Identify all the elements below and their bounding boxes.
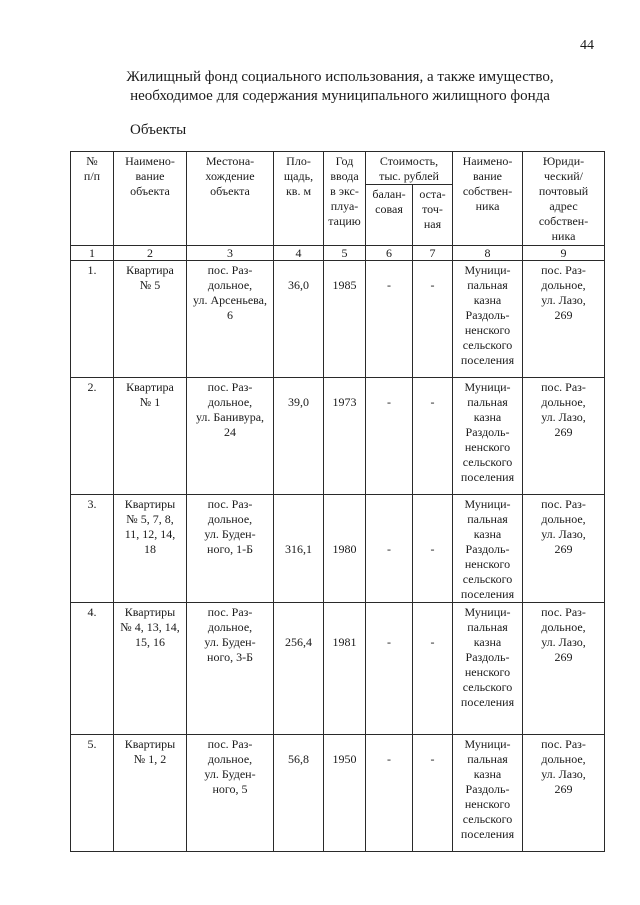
cell-cost-residual: - <box>413 261 453 378</box>
table-header <box>71 152 605 261</box>
cell-owner-address: пос. Раз- дольное, ул. Лазо, 269 <box>523 378 605 495</box>
cell-area: 256,4 <box>274 603 324 735</box>
column-number: 1 <box>71 246 114 261</box>
title-line-1: Жилищный фонд социального использования, а также имущество, <box>126 69 554 85</box>
cell-cost-residual: - <box>413 603 453 735</box>
cell-year: 1973 <box>324 378 366 495</box>
column-number: 4 <box>274 246 324 261</box>
cell-owner-name: Муници- пальная казна Раздоль- ненского сельского поселения <box>453 378 523 495</box>
column-number: 8 <box>453 246 523 261</box>
cell-cost-balance: - <box>366 735 413 852</box>
page-number: 44 <box>580 38 594 53</box>
cell-cost-balance: - <box>366 603 413 735</box>
cell-owner-name: Муници- пальная казна Раздоль- ненского сельского поселения <box>453 603 523 735</box>
cell-year: 1985 <box>324 261 366 378</box>
cell-object-name: Квартиры № 4, 13, 14, 15, 16 <box>114 603 187 735</box>
cell-location: пос. Раз- дольное, ул. Арсеньева, 6 <box>187 261 274 378</box>
cell-cost-balance: - <box>366 495 413 603</box>
cell-location: пос. Раз- дольное, ул. Буден- ного, 3-Б <box>187 603 274 735</box>
cell-area: 316,1 <box>274 495 324 603</box>
header-location: Местона- хождение объекта <box>187 152 274 246</box>
cell-area: 39,0 <box>274 378 324 495</box>
cell-owner-name: Муници- пальная казна Раздоль- ненского сельского поселения <box>453 261 523 378</box>
cell-object-name: Квартиры № 5, 7, 8, 11, 12, 14, 18 <box>114 495 187 603</box>
cell-num: 4. <box>71 603 114 735</box>
cell-location: пос. Раз- дольное, ул. Буден- ного, 5 <box>187 735 274 852</box>
column-number-row <box>71 246 605 261</box>
cell-object-name: Квартиры № 1, 2 <box>114 735 187 852</box>
column-number: 2 <box>114 246 187 261</box>
column-number: 9 <box>523 246 605 261</box>
header-area: Пло- щадь, кв. м <box>274 152 324 246</box>
title-line-2: необходимое для содержания муниципального жилищного фонда <box>130 88 550 104</box>
column-number: 7 <box>413 246 453 261</box>
column-number: 5 <box>324 246 366 261</box>
cell-cost-residual: - <box>413 495 453 603</box>
table-body <box>71 261 605 852</box>
header-object-name: Наимено- вание объекта <box>114 152 187 246</box>
header-cost-residual: оста- точ- ная <box>413 185 453 246</box>
header-num: № п/п <box>71 152 114 246</box>
cell-cost-residual: - <box>413 735 453 852</box>
table-row <box>71 378 605 495</box>
table-row <box>71 735 605 852</box>
cell-owner-address: пос. Раз- дольное, ул. Лазо, 269 <box>523 735 605 852</box>
cell-owner-address: пос. Раз- дольное, ул. Лазо, 269 <box>523 495 605 603</box>
table-row <box>71 261 605 378</box>
cell-num: 3. <box>71 495 114 603</box>
cell-cost-balance: - <box>366 378 413 495</box>
cell-object-name: Квартира № 5 <box>114 261 187 378</box>
cell-owner-address: пос. Раз- дольное, ул. Лазо, 269 <box>523 603 605 735</box>
header-owner-name: Наимено- вание собствен- ника <box>453 152 523 246</box>
objects-table <box>70 151 605 852</box>
column-number: 3 <box>187 246 274 261</box>
table-row <box>71 495 605 603</box>
cell-num: 5. <box>71 735 114 852</box>
header-year: Год ввода в экс- плуа- тацию <box>324 152 366 246</box>
cell-area: 56,8 <box>274 735 324 852</box>
document-title <box>60 68 620 106</box>
column-number: 6 <box>366 246 413 261</box>
cell-num: 1. <box>71 261 114 378</box>
cell-object-name: Квартира № 1 <box>114 378 187 495</box>
table-row <box>71 603 605 735</box>
cell-location: пос. Раз- дольное, ул. Буден- ного, 1-Б <box>187 495 274 603</box>
cell-cost-residual: - <box>413 378 453 495</box>
cell-location: пос. Раз- дольное, ул. Банивура, 24 <box>187 378 274 495</box>
header-owner-address: Юриди- ческий/ почтовый адрес собствен- ника <box>523 152 605 246</box>
cell-year: 1950 <box>324 735 366 852</box>
section-heading: Объекты <box>130 122 187 138</box>
cell-owner-address: пос. Раз- дольное, ул. Лазо, 269 <box>523 261 605 378</box>
cell-num: 2. <box>71 378 114 495</box>
cell-cost-balance: - <box>366 261 413 378</box>
cell-year: 1981 <box>324 603 366 735</box>
cell-area: 36,0 <box>274 261 324 378</box>
cell-owner-name: Муници- пальная казна Раздоль- ненского сельского поселения <box>453 495 523 603</box>
cell-owner-name: Муници- пальная казна Раздоль- ненского сельского поселения <box>453 735 523 852</box>
cell-year: 1980 <box>324 495 366 603</box>
header-cost: Стоимость, тыс. рублей <box>366 152 453 185</box>
header-cost-balance: балан- совая <box>366 185 413 246</box>
